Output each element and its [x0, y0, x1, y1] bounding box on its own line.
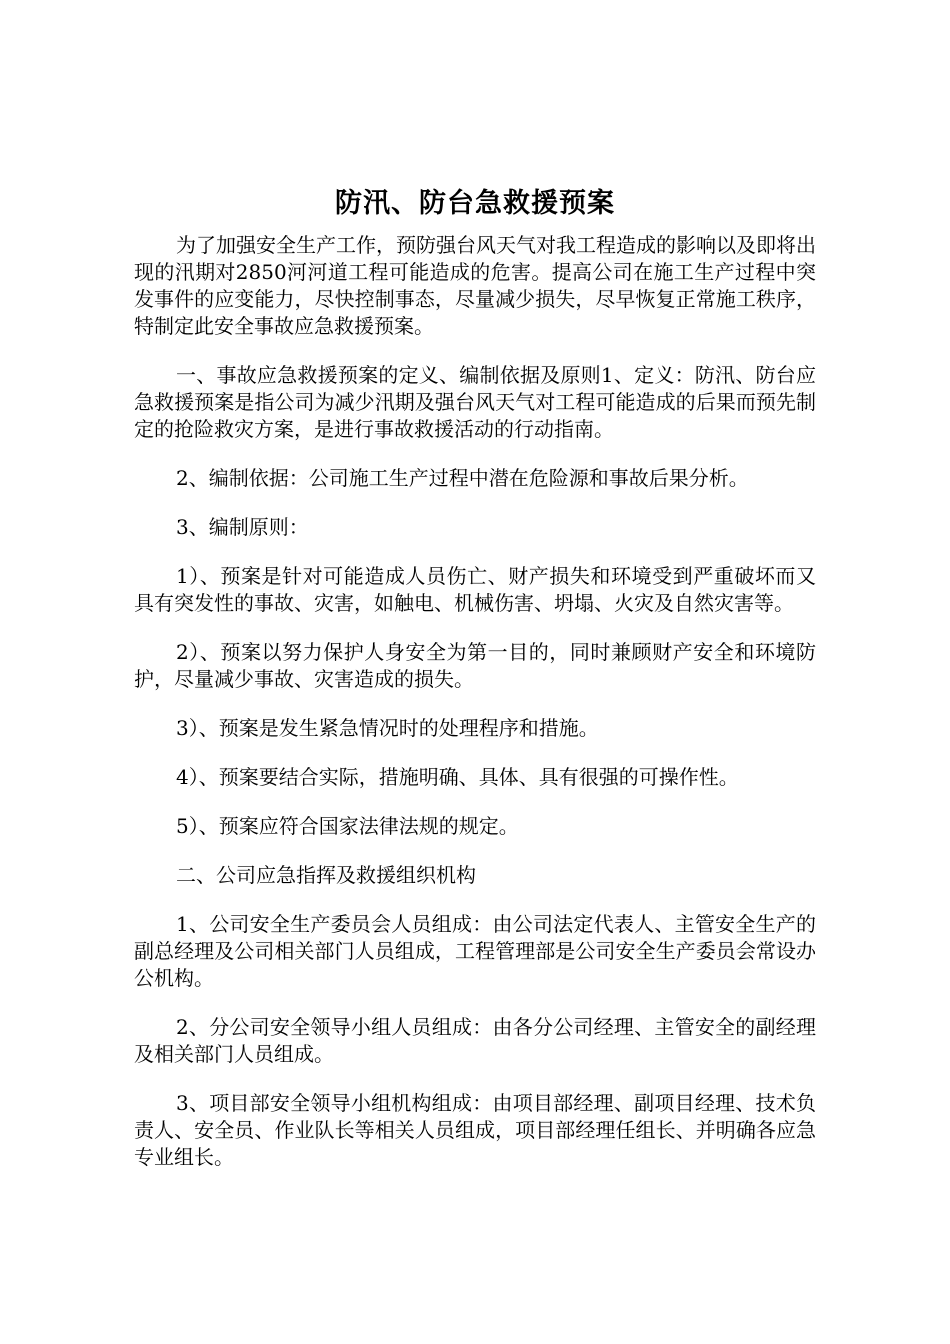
paragraph-org-company: 1、公司安全生产委员会人员组成：由公司法定代表人、主管安全生产的副总经理及公司相关部门人员组成，工程管理部是公司安全生产委员会常设办公机构。: [134, 912, 816, 990]
paragraph-org-branch: 2、分公司安全领导小组人员组成：由各分公司经理、主管安全的副经理及相关部门人员组成。: [134, 1015, 816, 1066]
paragraph-principle-1: 1）、预案是针对可能造成人员伤亡、财产损失和环境受到严重破坏而又具有突发性的事故、灾害，如触电、机械伤害、坍塌、火灾及自然灾害等。: [134, 564, 816, 615]
paragraph-principle-2: 2）、预案以努力保护人身安全为第一目的，同时兼顾财产安全和环境防护，尽量减少事故、灾害造成的损失。: [134, 640, 816, 691]
paragraph-org-project: 3、项目部安全领导小组机构组成：由项目部经理、副项目经理、技术负责人、安全员、作业队长等相关人员组成，项目部经理任组长、并明确各应急专业组长。: [134, 1091, 816, 1169]
document-page: [134, 186, 816, 1193]
paragraph-basis: 2、编制依据：公司施工生产过程中潜在危险源和事故后果分析。: [176, 466, 749, 490]
paragraph-principle-5: 5）、预案应符合国家法律法规的规定。: [176, 814, 519, 838]
paragraph-section-2-heading: 二、公司应急指挥及救援组织机构: [176, 863, 476, 887]
document-title: 防汛、防台急救援预案: [335, 188, 615, 219]
paragraph-section-1-definition: 一、事故应急救援预案的定义、编制依据及原则1、定义：防汛、防台应急救援预案是指公司为减少汛期及强台风天气对工程可能造成的后果而预先制定的抢险救灾方案，是进行事故救援活动的行动指南。: [134, 363, 816, 441]
paragraph-intro: 为了加强安全生产工作，预防强台风天气对我工程造成的影响以及即将出现的汛期对2850河河道工程可能造成的危害。提高公司在施工生产过程中突发事件的应变能力，尽快控制事态，尽量减少损失，尽早恢复正常施工秩序，特制定此安全事故应急救援预案。: [134, 233, 816, 338]
paragraph-principle-4: 4）、预案要结合实际，措施明确、具体、具有很强的可操作性。: [176, 765, 739, 789]
paragraph-principle-3: 3）、预案是发生紧急情况时的处理程序和措施。: [176, 716, 599, 740]
paragraph-principles-heading: 3、编制原则：: [176, 515, 309, 539]
